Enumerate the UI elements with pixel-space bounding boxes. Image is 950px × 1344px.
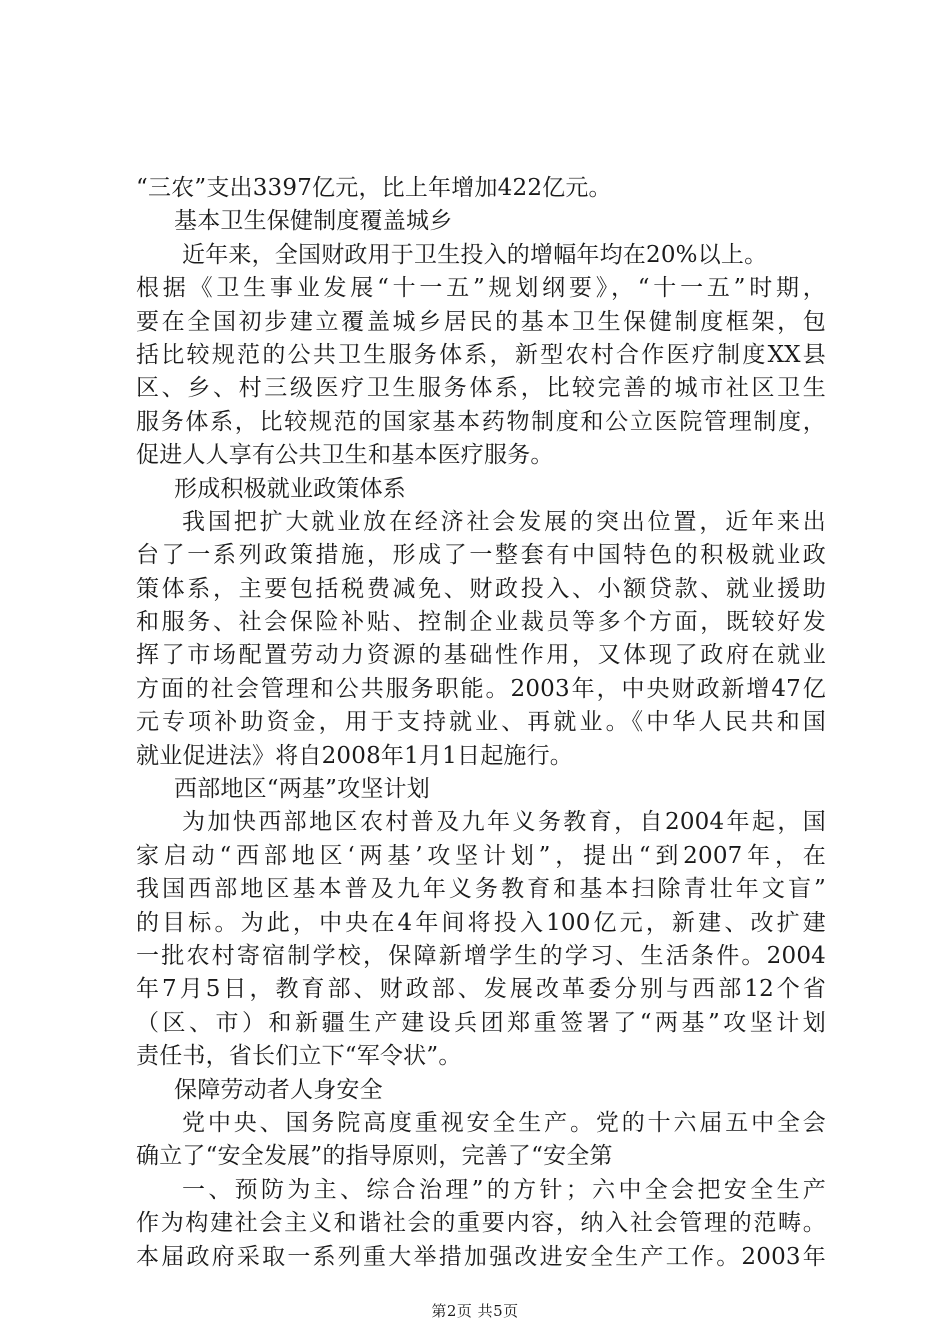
text-line: 近年来，全国财政用于卫生投入的增幅年均在20%以上。: [182, 241, 768, 268]
page-footer: 第2页 共5页: [431, 1302, 519, 1320]
text-line: 策体系，主要包括税费减免、财政投入、小额贷款、就业援助: [136, 575, 826, 602]
text-line: 区、乡、村三级医疗卫生服务体系，比较完善的城市社区卫生: [136, 375, 826, 402]
text-line: 台了一系列政策措施，形成了一整套有中国特色的积极就业政: [136, 542, 826, 569]
text-line: “三农”支出3397亿元，比上年增加422亿元。: [136, 175, 612, 201]
text-line: 一批农村寄宿制学校，保障新增学生的学习、生活条件。2004: [136, 942, 826, 969]
section-heading: 保障劳动者人身安全: [174, 1076, 383, 1103]
text-line: 的目标。为此，中央在4年间将投入100亿元，新建、改扩建: [136, 909, 826, 936]
text-line: 党中央、国务院高度重视安全生产。党的十六届五中全会: [182, 1109, 826, 1136]
section-heading: 形成积极就业政策体系: [174, 475, 406, 502]
text-line: 方面的社会管理和公共服务职能。2003年，中央财政新增47亿: [136, 675, 826, 702]
text-line: 年7月5日，教育部、财政部、发展改革委分别与西部12个省: [136, 976, 826, 1003]
section-heading: 基本卫生保健制度覆盖城乡: [174, 208, 453, 235]
text-line: 确立了“安全发展”的指导原则，完善了“安全第: [136, 1143, 613, 1170]
document-body: [136, 172, 826, 1274]
text-line: 家启动“西部地区‘两基’攻坚计划”，提出“到2007年，在: [136, 842, 826, 869]
text-line: 挥了市场配置劳动力资源的基础性作用，又体现了政府在就业: [136, 642, 826, 669]
text-line: 为加快西部地区农村普及九年义务教育，自2004年起，国: [182, 809, 826, 836]
text-line: 责任书，省长们立下“军令状”。: [136, 1043, 462, 1070]
text-line: 根据《卫生事业发展“十一五”规划纲要》，“十一五”时期，: [136, 275, 826, 302]
text-line: 要在全国初步建立覆盖城乡居民的基本卫生保健制度框架，包: [136, 308, 826, 335]
text-line: 我国西部地区基本普及九年义务教育和基本扫除青壮年文盲”: [136, 876, 826, 903]
text-line: 服务体系，比较规范的国家基本药物制度和公立医院管理制度，: [136, 408, 826, 435]
text-line: 我国把扩大就业放在经济社会发展的突出位置，近年来出: [182, 508, 826, 535]
text-line: 就业促进法》将自2008年1月1日起施行。: [136, 742, 573, 769]
text-line: 促进人人享有公共卫生和基本医疗服务。: [136, 442, 554, 469]
text-line: 和服务、社会保险补贴、控制企业裁员等多个方面，既较好发: [136, 609, 826, 636]
text-line: 作为构建社会主义和谐社会的重要内容，纳入社会管理的范畴。: [136, 1210, 826, 1237]
text-line: （区、市）和新疆生产建设兵团郑重签署了“两基”攻坚计划: [136, 1009, 826, 1036]
text-line: 一、预防为主、综合治理”的方针；六中全会把安全生产: [182, 1176, 826, 1203]
text-line: 元专项补助资金，用于支持就业、再就业。《中华人民共和国: [136, 709, 826, 736]
text-line: 本届政府采取一系列重大举措加强改进安全生产工作。2003年: [136, 1243, 826, 1270]
section-heading: 西部地区“两基”攻坚计划: [174, 776, 430, 803]
text-line: 括比较规范的公共卫生服务体系，新型农村合作医疗制度XX县: [136, 341, 826, 368]
